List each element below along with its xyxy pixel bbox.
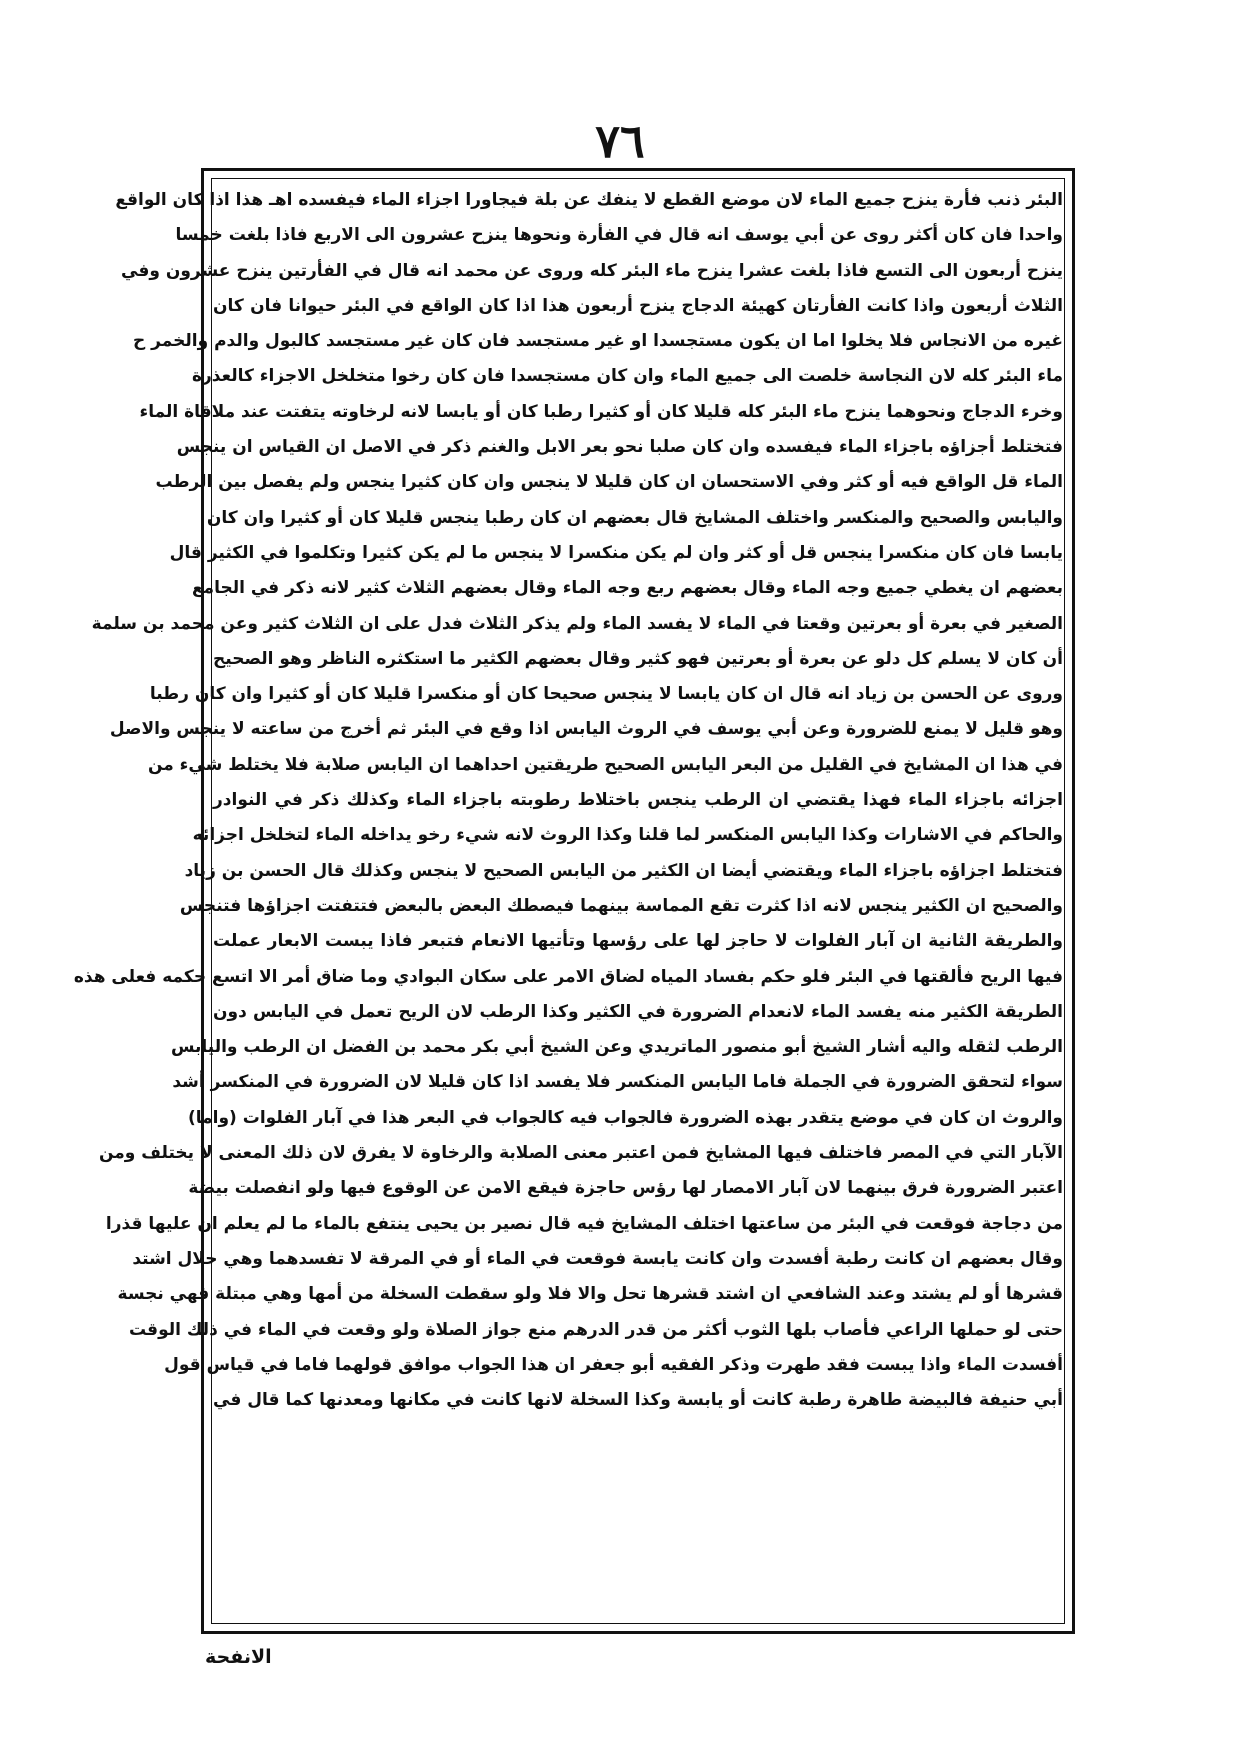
text-line: قشرها أو لم يشتد وعند الشافعي ان اشتد قشرها تحل والا فلا ولو سقطت السخلة من أمها وهي مبتلة فهي نجسة xyxy=(117,1284,1063,1305)
text-line: من دجاجة فوقعت في البئر من ساعتها اختلف المشايخ فيه قال نصير بن يحيى ينتفع بالماء ما لم يعلم ان عليها قذرا xyxy=(105,1213,1063,1234)
text-line: ماء البئر كله لان النجاسة خلصت الى جميع الماء وان كان مستجسدا فان كان رخوا متخلخل الاجزاء كالعذرة xyxy=(191,366,1063,387)
text-line: حتى لو حملها الراعي فأصاب بلها الثوب أكثر من قدر الدرهم منع جواز الصلاة ولو وقعت في الماء في ذلك الوقت xyxy=(128,1319,1063,1340)
text-line: الرطب لثقله واليه أشار الشيخ أبو منصور الماتريدي وعن الشيخ أبي بكر محمد بن الفضل ان الرطب واليابس xyxy=(170,1037,1063,1058)
text-line: يابسا فان كان منكسرا ينجس قل أو كثر وان لم يكن منكسرا لا ينجس ما لم يكن كثيرا وتكلموا في الكثير قال xyxy=(169,542,1063,563)
text-line: أن كان لا يسلم كل دلو عن بعرة أو بعرتين فهو كثير وقال بعضهم الكثير ما استكثره الناظر وهو الصحيح xyxy=(213,648,1063,669)
text-line: الثلاث أربعون واذا كانت الفأرتان كهيئة الدجاج ينزح أربعون هذا اذا كان الواقع في البئر حيوانا فان كان xyxy=(213,295,1063,316)
main-text-body xyxy=(73,183,1063,1623)
text-line: واليابس والصحيح والمنكسر واختلف المشايخ قال بعضهم ان كان رطبا ينجس قليلا كان أو كثيرا وان كان xyxy=(206,507,1063,528)
text-line: غيره من الانجاس فلا يخلوا اما ان يكون مستجسدا او غير مستجسد فان كان غير مستجسد كالبول والدم والخمر ح xyxy=(132,331,1063,352)
text-line: وقال بعضهم ان كانت رطبة أفسدت وان كانت يابسة فوقعت في الماء أو في المرقة لا تفسدهما وهي حلال اشتد xyxy=(132,1248,1063,1269)
text-line: والطريقة الثانية ان آبار الفلوات لا حاجز لها على رؤسها وتأتيها الانعام فتبعر فاذا يبست الابعار عملت xyxy=(213,931,1063,952)
text-line: الآبار التي في المصر فاختلف فيها المشايخ فمن اعتبر معنى الصلابة والرخاوة لا يفرق لان ذلك المعنى لا يختلف ومن xyxy=(98,1143,1063,1164)
page-number: ٧٦ xyxy=(595,114,645,168)
text-line: بعضهم ان يغطي جميع وجه الماء وقال بعضهم ربع وجه الماء وقال بعضهم الثلاث كثير لانه ذكر في الجامع xyxy=(191,578,1063,599)
text-line: في هذا ان المشايخ في القليل من البعر اليابس الصحيح طريقتين احداهما ان اليابس صلابة فلا يختلط شيء من xyxy=(147,754,1063,775)
text-line: الماء قل الواقع فيه أو كثر وفي الاستحسان ان كان قليلا لا ينجس وان كان كثيرا ينجس ولم يفصل بين الرطب xyxy=(155,472,1063,493)
text-line: فتختلط اجزاؤه باجزاء الماء ويقتضي أيضا ان الكثير من اليابس الصحيح لا ينجس وكذلك قال الحسن بن زياد xyxy=(184,860,1063,881)
text-line: فيها الريح فألقتها في البئر فلو حكم بفساد المياه لضاق الامر على سكان البوادي وما ضاق أمر الا اتسع حكمه فعلى هذه xyxy=(73,966,1063,987)
text-line: وروى عن الحسن بن زياد انه قال ان كان يابسا لا ينجس صحيحا كان أو منكسرا قليلا كان أو كثيرا وان كان رطبا xyxy=(149,684,1063,705)
text-line: الصغير في بعرة أو بعرتين وقعتا في الماء لا يفسد الماء ولم يذكر الثلاث فدل على ان الثلاث كثير وعن محمد بن سلمة xyxy=(91,613,1063,634)
text-line: واحدا فان كان أكثر روى عن أبي يوسف انه قال في الفأرة ونحوها ينزح عشرون الى الاربع فاذا بلغت خمسا xyxy=(175,225,1063,246)
catchword: الانفحة xyxy=(205,1646,272,1668)
text-line: سواء لتحقق الضرورة في الجملة فاما اليابس المنكسر فلا يفسد اذا كان قليلا لان الضرورة في المنكسر أشد xyxy=(172,1072,1063,1093)
text-line: ينزح أربعون الى التسع فاذا بلغت عشرا ينزح ماء البئر كله وروى عن محمد انه قال في الفأرتين ينزح عشرون وفي xyxy=(121,260,1063,281)
text-line: أفسدت الماء واذا يبست فقد طهرت وذكر الفقيه أبو جعفر ان هذا الجواب موافق قولهما فاما في قياس قول xyxy=(164,1354,1063,1375)
text-line: والروث ان كان في موضع يتقدر بهذه الضرورة فالجواب فيه كالجواب في البعر هذا في آبار الفلوات (واما) xyxy=(187,1107,1063,1128)
text-line: أبي حنيفة فالبيضة طاهرة رطبة كانت أو يابسة وكذا السخلة لانها كانت في مكانها ومعدنها كما قال في xyxy=(213,1390,1063,1411)
text-line: البئر ذنب فأرة ينزح جميع الماء لان موضع القطع لا ينفك عن بلة فيجاورا اجزاء الماء فيفسده اهـ هذا اذا كان الواقع xyxy=(115,190,1063,210)
text-line: الطريقة الكثير منه يفسد الماء لانعدام الضرورة في الكثير وكذا الرطب لان الريح تعمل في اليابس دون xyxy=(213,1001,1063,1022)
text-line: والصحيح ان الكثير ينجس لانه اذا كثرت تقع المماسة بينهما فيصطك البعض بالبعض فتتفتت اجزاؤها فتنجس xyxy=(179,895,1063,916)
text-line: اجزائه باجزاء الماء فهذا يقتضي ان الرطب ينجس باختلاط رطوبته باجزاء الماء وكذلك ذكر في النوادر xyxy=(213,790,1063,811)
text-line: اعتبر الضرورة فرق بينهما لان آبار الامصار لها رؤس حاجزة فيقع الامن عن الوقوع فيها ولو انفصلت بيضة xyxy=(188,1178,1063,1199)
text-line: فتختلط أجزاؤه باجزاء الماء فيفسده وان كان صلبا نحو بعر الابل والغنم ذكر في الاصل ان القياس ان ينجس xyxy=(176,437,1063,458)
text-line: وخرء الدجاج ونحوهما ينزح ماء البئر كله قليلا كان أو كثيرا رطبا كان أو يابسا لانه لرخاوته يتفتت عند ملاقاة الماء xyxy=(139,401,1063,422)
text-line: وهو قليل لا يمنع للضرورة وعن أبي يوسف في الروث اليابس اذا وقع في البئر ثم أخرج من ساعته لا ينجس والاصل xyxy=(109,719,1063,740)
text-line: والحاكم في الاشارات وكذا اليابس المنكسر لما قلنا وكذا الروث لانه شيء رخو يداخله الماء لتخلخل اجزائه xyxy=(192,825,1063,846)
